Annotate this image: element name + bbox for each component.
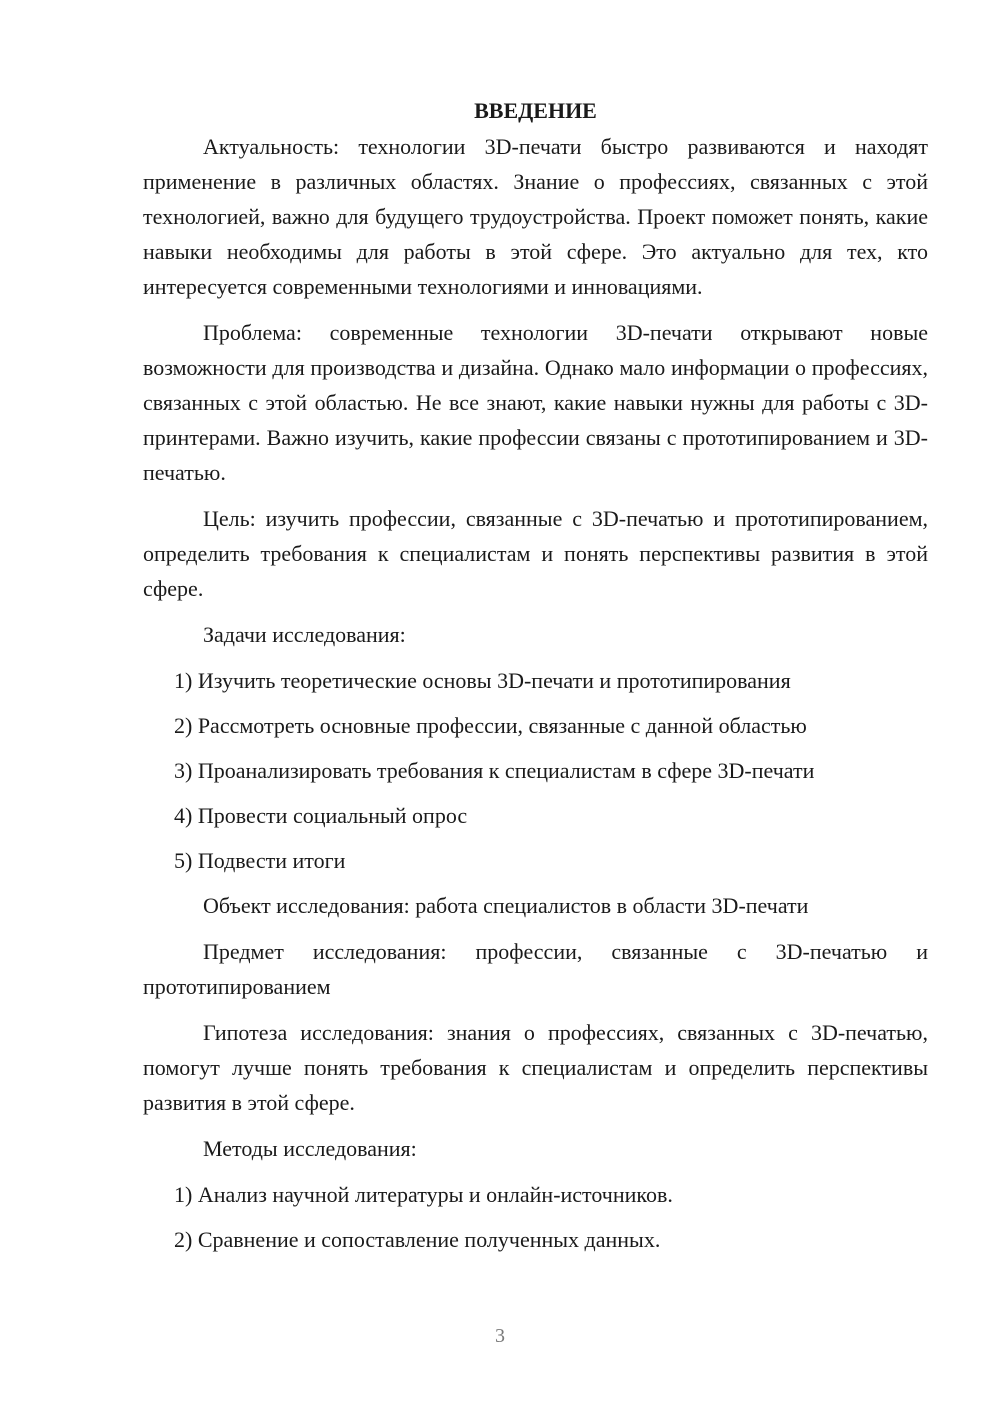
method-item: 1) Анализ научной литературы и онлайн-источников. — [174, 1182, 673, 1207]
task-item: 1) Изучить теоретические основы 3D-печати и прототипирования — [174, 668, 791, 693]
object-paragraph: Объект исследования: работа специалистов в области 3D-печати — [203, 893, 809, 918]
document-page — [143, 93, 928, 1267]
goal-paragraph: Цель: изучить профессии, связанные с 3D-печатью и прототипированием, определить требования к специалистам и понять перспективы развития в этой сфере. — [143, 506, 928, 601]
page-number: 3 — [495, 1325, 505, 1347]
section-title: ВВЕДЕНИЕ — [474, 98, 597, 123]
methods-heading: Методы исследования: — [203, 1136, 417, 1161]
problem-paragraph: Проблема: современные технологии 3D-печати открывают новые возможности для производства и дизайна. Однако мало информации о профессиях, связанных с этой областью. Не все знают, какие навыки нужны для работы с 3D-принтерами. Важно изучить, какие профессии связаны с прототипированием и 3D-печатью. — [143, 320, 928, 485]
tasks-list — [143, 663, 928, 878]
method-item: 2) Сравнение и сопоставление полученных данных. — [174, 1227, 661, 1252]
relevance-paragraph: Актуальность: технологии 3D-печати быстро развиваются и находят применение в различных областях. Знание о профессиях, связанных с этой технологией, важно для будущего трудоустройства. Проект поможет понять, какие навыки необходимы для работы в этой сфере. Это актуально для тех, кто интересуется современными технологиями и инновациями. — [143, 134, 928, 299]
task-item: 4) Провести социальный опрос — [174, 803, 468, 828]
task-item: 5) Подвести итоги — [174, 848, 346, 873]
subject-paragraph: Предмет исследования: профессии, связанные с 3D-печатью и прототипированием — [143, 939, 928, 999]
task-item: 3) Проанализировать требования к специалистам в сфере 3D-печати — [174, 758, 815, 783]
task-item: 2) Рассмотреть основные профессии, связанные с данной областью — [174, 713, 807, 738]
methods-list — [143, 1177, 928, 1257]
tasks-heading: Задачи исследования: — [203, 622, 406, 647]
hypothesis-paragraph: Гипотеза исследования: знания о профессиях, связанных с 3D-печатью, помогут лучше понять требования к специалистам и определить перспективы развития в этой сфере. — [143, 1020, 928, 1115]
